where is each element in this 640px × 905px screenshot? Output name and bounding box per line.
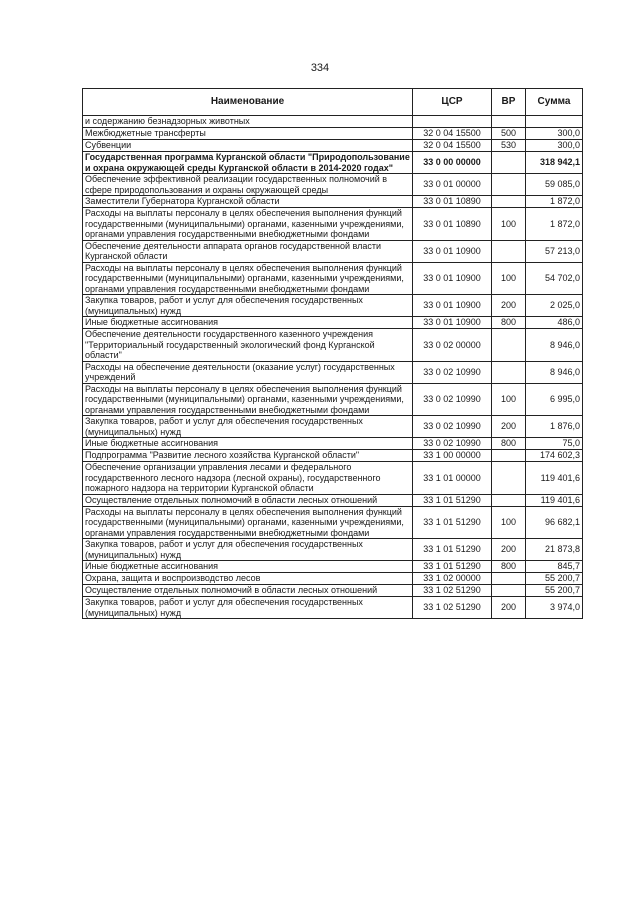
row-sum-cell: 1 872,0: [526, 208, 583, 241]
row-csr-cell: 33 0 01 10900: [413, 317, 492, 329]
row-csr-cell: 33 0 01 00000: [413, 174, 492, 196]
row-csr-cell: 33 0 01 10890: [413, 208, 492, 241]
row-sum-cell: 96 682,1: [526, 506, 583, 539]
budget-table: [82, 88, 583, 619]
row-sum-cell: 486,0: [526, 317, 583, 329]
row-sum-cell: [526, 116, 583, 128]
row-sum-cell: 55 200,7: [526, 573, 583, 585]
row-vr-cell: 800: [492, 438, 526, 450]
table-row: [83, 438, 583, 450]
row-vr-cell: 200: [492, 416, 526, 438]
page-number: 334: [310, 62, 330, 74]
row-name-cell: Обеспечение организации управления лесами и федерального государственного лесного надзора (лесной охраны), государственного пожарного надзора на территории Курганской области: [83, 462, 413, 495]
row-csr-cell: 33 0 01 10890: [413, 196, 492, 208]
row-vr-cell: [492, 450, 526, 462]
row-csr-cell: 33 0 02 10990: [413, 383, 492, 416]
row-name-cell: Расходы на выплаты персоналу в целях обеспечения выполнения функций государственными (муниципальными) органами, казенными учреждениями, органами управления государственными внебюджетными фондами: [83, 506, 413, 539]
row-vr-cell: 800: [492, 561, 526, 573]
row-name-cell: Закупка товаров, работ и услуг для обеспечения государственных (муниципальных) нужд: [83, 295, 413, 317]
row-csr-cell: 33 1 02 00000: [413, 573, 492, 585]
row-sum-cell: 300,0: [526, 140, 583, 152]
row-vr-cell: [492, 240, 526, 262]
row-csr-cell: 33 0 02 10990: [413, 361, 492, 383]
table-row: [83, 361, 583, 383]
table-row: [83, 152, 583, 174]
row-name-cell: Расходы на обеспечение деятельности (оказание услуг) государственных учреждений: [83, 361, 413, 383]
row-name-cell: Осуществление отдельных полномочий в области лесных отношений: [83, 585, 413, 597]
row-name-cell: Подпрограмма "Развитие лесного хозяйства Курганской области": [83, 450, 413, 462]
table-row: [83, 317, 583, 329]
row-csr-cell: 33 1 01 00000: [413, 462, 492, 495]
row-vr-cell: [492, 573, 526, 585]
row-name-cell: Осуществление отдельных полномочий в области лесных отношений: [83, 494, 413, 506]
row-sum-cell: 21 873,8: [526, 539, 583, 561]
table-row: [83, 539, 583, 561]
table-row: [83, 295, 583, 317]
table-row: [83, 140, 583, 152]
table-row: [83, 561, 583, 573]
row-sum-cell: 57 213,0: [526, 240, 583, 262]
table-row: [83, 174, 583, 196]
row-csr-cell: 33 1 01 51290: [413, 561, 492, 573]
row-csr-cell: 33 1 02 51290: [413, 597, 492, 619]
row-vr-cell: 500: [492, 128, 526, 140]
row-vr-cell: 200: [492, 539, 526, 561]
row-name-cell: Охрана, защита и воспроизводство лесов: [83, 573, 413, 585]
row-csr-cell: 33 1 01 51290: [413, 494, 492, 506]
row-name-cell: Расходы на выплаты персоналу в целях обеспечения выполнения функций государственными (муниципальными) органами, казенными учреждениями, органами управления государственными внебюджетными фондами: [83, 208, 413, 241]
row-name-cell: Государственная программа Курганской области "Природопользование и охрана окружающей среды Курганской области в 2014-2020 годах": [83, 152, 413, 174]
row-name-cell: Закупка товаров, работ и услуг для обеспечения государственных (муниципальных) нужд: [83, 597, 413, 619]
row-name-cell: Иные бюджетные ассигнования: [83, 561, 413, 573]
table-row: [83, 208, 583, 241]
table-row: [83, 196, 583, 208]
header-sum: Сумма: [526, 89, 583, 116]
row-sum-cell: 6 995,0: [526, 383, 583, 416]
row-csr-cell: 33 1 00 00000: [413, 450, 492, 462]
row-sum-cell: 75,0: [526, 438, 583, 450]
row-vr-cell: 800: [492, 317, 526, 329]
row-csr-cell: 33 0 00 00000: [413, 152, 492, 174]
table-body: [83, 116, 583, 619]
row-sum-cell: 54 702,0: [526, 262, 583, 295]
row-csr-cell: 33 0 02 10990: [413, 438, 492, 450]
row-name-cell: Иные бюджетные ассигнования: [83, 317, 413, 329]
row-vr-cell: [492, 585, 526, 597]
row-vr-cell: [492, 329, 526, 362]
row-name-cell: Обеспечение деятельности государственного казенного учреждения "Территориальный государственный экологический фонд Курганской области": [83, 329, 413, 362]
table-row: [83, 128, 583, 140]
row-name-cell: Обеспечение эффективной реализации государственных полномочий в сфере природопользования и охраны окружающей среды: [83, 174, 413, 196]
row-csr-cell: 32 0 04 15500: [413, 128, 492, 140]
row-csr-cell: 33 0 02 10990: [413, 416, 492, 438]
row-csr-cell: 33 1 02 51290: [413, 585, 492, 597]
row-sum-cell: 119 401,6: [526, 462, 583, 495]
row-name-cell: Закупка товаров, работ и услуг для обеспечения государственных (муниципальных) нужд: [83, 416, 413, 438]
header-vr: ВР: [492, 89, 526, 116]
row-sum-cell: 1 872,0: [526, 196, 583, 208]
row-sum-cell: 3 974,0: [526, 597, 583, 619]
table-row: [83, 240, 583, 262]
row-name-cell: и содержанию безнадзорных животных: [83, 116, 413, 128]
table-row: [83, 597, 583, 619]
row-sum-cell: 59 085,0: [526, 174, 583, 196]
row-csr-cell: [413, 116, 492, 128]
row-sum-cell: 2 025,0: [526, 295, 583, 317]
table-row: [83, 585, 583, 597]
row-vr-cell: 100: [492, 506, 526, 539]
row-vr-cell: 530: [492, 140, 526, 152]
row-name-cell: Обеспечение деятельности аппарата органов государственной власти Курганской области: [83, 240, 413, 262]
table-row: [83, 116, 583, 128]
row-name-cell: Закупка товаров, работ и услуг для обеспечения государственных (муниципальных) нужд: [83, 539, 413, 561]
row-sum-cell: 55 200,7: [526, 585, 583, 597]
table-row: [83, 494, 583, 506]
row-vr-cell: [492, 462, 526, 495]
row-vr-cell: [492, 152, 526, 174]
row-sum-cell: 8 946,0: [526, 329, 583, 362]
row-name-cell: Расходы на выплаты персоналу в целях обеспечения выполнения функций государственными (муниципальными) органами, казенными учреждениями, органами управления государственными внебюджетными фондами: [83, 262, 413, 295]
header-name: Наименование: [83, 89, 413, 116]
row-vr-cell: 200: [492, 597, 526, 619]
row-csr-cell: 33 0 01 10900: [413, 262, 492, 295]
row-sum-cell: 1 876,0: [526, 416, 583, 438]
row-csr-cell: 33 1 01 51290: [413, 506, 492, 539]
row-vr-cell: [492, 116, 526, 128]
row-vr-cell: 100: [492, 262, 526, 295]
header-csr: ЦСР: [413, 89, 492, 116]
row-name-cell: Расходы на выплаты персоналу в целях обеспечения выполнения функций государственными (муниципальными) органами, казенными учреждениями, органами управления государственными внебюджетными фондами: [83, 383, 413, 416]
row-vr-cell: [492, 361, 526, 383]
row-sum-cell: 300,0: [526, 128, 583, 140]
row-name-cell: Заместители Губернатора Курганской области: [83, 196, 413, 208]
header-row: [83, 89, 583, 116]
row-vr-cell: [492, 174, 526, 196]
table-row: [83, 262, 583, 295]
row-csr-cell: 33 1 01 51290: [413, 539, 492, 561]
row-name-cell: Субвенции: [83, 140, 413, 152]
table-row: [83, 450, 583, 462]
row-name-cell: Иные бюджетные ассигнования: [83, 438, 413, 450]
row-sum-cell: 119 401,6: [526, 494, 583, 506]
row-vr-cell: 100: [492, 208, 526, 241]
row-name-cell: Межбюджетные трансферты: [83, 128, 413, 140]
row-csr-cell: 33 0 02 00000: [413, 329, 492, 362]
table-row: [83, 416, 583, 438]
row-csr-cell: 32 0 04 15500: [413, 140, 492, 152]
row-csr-cell: 33 0 01 10900: [413, 240, 492, 262]
table-row: [83, 383, 583, 416]
row-sum-cell: 174 602,3: [526, 450, 583, 462]
row-vr-cell: 100: [492, 383, 526, 416]
table-row: [83, 329, 583, 362]
table-row: [83, 506, 583, 539]
row-sum-cell: 8 946,0: [526, 361, 583, 383]
table-header: [83, 89, 583, 116]
row-csr-cell: 33 0 01 10900: [413, 295, 492, 317]
table-row: [83, 573, 583, 585]
table-row: [83, 462, 583, 495]
row-vr-cell: [492, 494, 526, 506]
row-vr-cell: [492, 196, 526, 208]
row-vr-cell: 200: [492, 295, 526, 317]
row-sum-cell: 845,7: [526, 561, 583, 573]
row-sum-cell: 318 942,1: [526, 152, 583, 174]
